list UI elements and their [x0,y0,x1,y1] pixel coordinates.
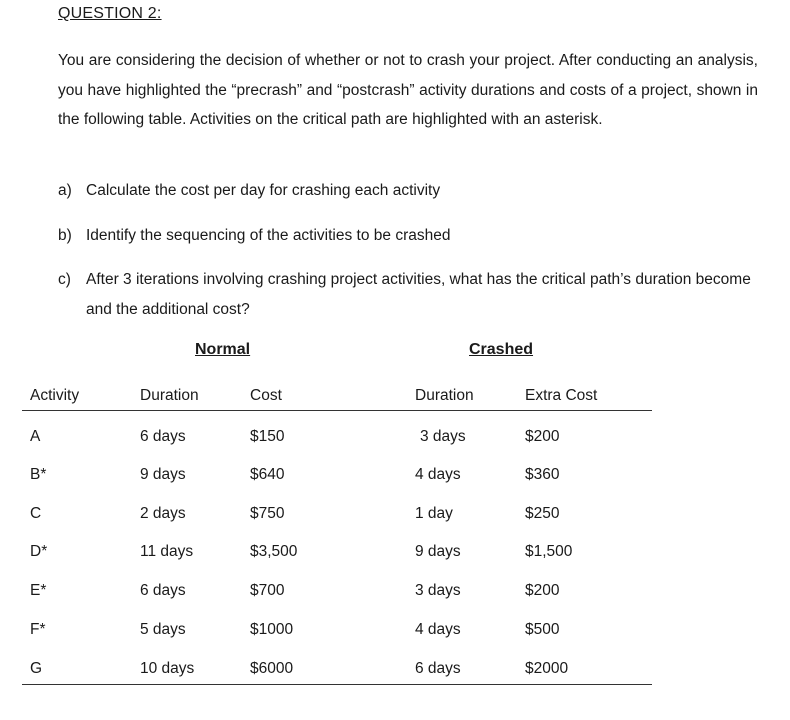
crashed-duration-cell: 3 days [415,582,461,599]
duration-cell: 10 days [140,660,195,677]
duration-cell: 5 days [140,621,186,638]
question-text: Calculate the cost per day for crashing each activity [86,182,441,199]
extra-cost-cell: $500 [525,621,560,638]
question-label: b) [58,227,72,244]
extra-cost-cell: $2000 [525,660,569,677]
crashed-duration-cell: 3 days [420,428,466,445]
question-label: c) [58,271,71,288]
col-header-crashed-duration: Duration [415,387,474,404]
crashed-duration-cell: 1 day [415,505,453,522]
col-header-extra-cost: Extra Cost [525,387,598,404]
col-header-cost: Cost [250,387,282,404]
crashed-duration-cell: 9 days [415,543,461,560]
activity-cell: B* [30,466,47,483]
activity-cell: F* [30,621,46,638]
question-a [58,176,778,206]
question-text: Identify the sequencing of the activities to be crashed [86,227,451,244]
crashed-group-header: Crashed [469,341,534,358]
cost-cell: $150 [250,428,285,445]
question-b [58,221,778,251]
extra-cost-cell: $360 [525,466,560,483]
cost-cell: $1000 [250,621,294,638]
question-label: a) [58,182,72,199]
duration-cell: 9 days [140,466,186,483]
normal-group-header: Normal [195,341,251,358]
activity-cell: D* [30,543,48,560]
activity-cell: G [30,660,43,677]
duration-cell: 2 days [140,505,186,522]
cost-cell: $3,500 [250,543,298,560]
crashed-duration-cell: 6 days [415,660,461,677]
crashed-duration-cell: 4 days [415,621,461,638]
question-c [58,265,778,325]
intro-paragraph: You are considering the decision of whether or not to crash your project. After conducting an analysis, you have highlighted the “precrash” and “postcrash” activity durations and costs of a project, shown in the following table. Activities on the critical path are highlighted with an asterisk. [58,52,758,128]
duration-cell: 11 days [140,543,194,560]
cost-cell: $6000 [250,660,294,677]
question-text: After 3 iterations involving crashing project activities, what has the critical path’s duration become and the additional cost? [86,271,751,318]
header-divider [22,410,652,411]
col-header-duration: Duration [140,387,199,404]
cost-cell: $750 [250,505,285,522]
extra-cost-cell: $1,500 [525,543,573,560]
activity-cell: C [30,505,42,522]
duration-cell: 6 days [140,428,186,445]
extra-cost-cell: $250 [525,505,560,522]
extra-cost-cell: $200 [525,428,560,445]
duration-cell: 6 days [140,582,186,599]
extra-cost-cell: $200 [525,582,560,599]
cost-cell: $700 [250,582,285,599]
table-bottom-rule [22,684,652,685]
col-header-activity: Activity [30,387,80,404]
activity-cell: E* [30,582,47,599]
cost-cell: $640 [250,466,285,483]
question-title: QUESTION 2: [58,5,162,22]
activity-cell: A [30,428,41,445]
crashed-duration-cell: 4 days [415,466,461,483]
